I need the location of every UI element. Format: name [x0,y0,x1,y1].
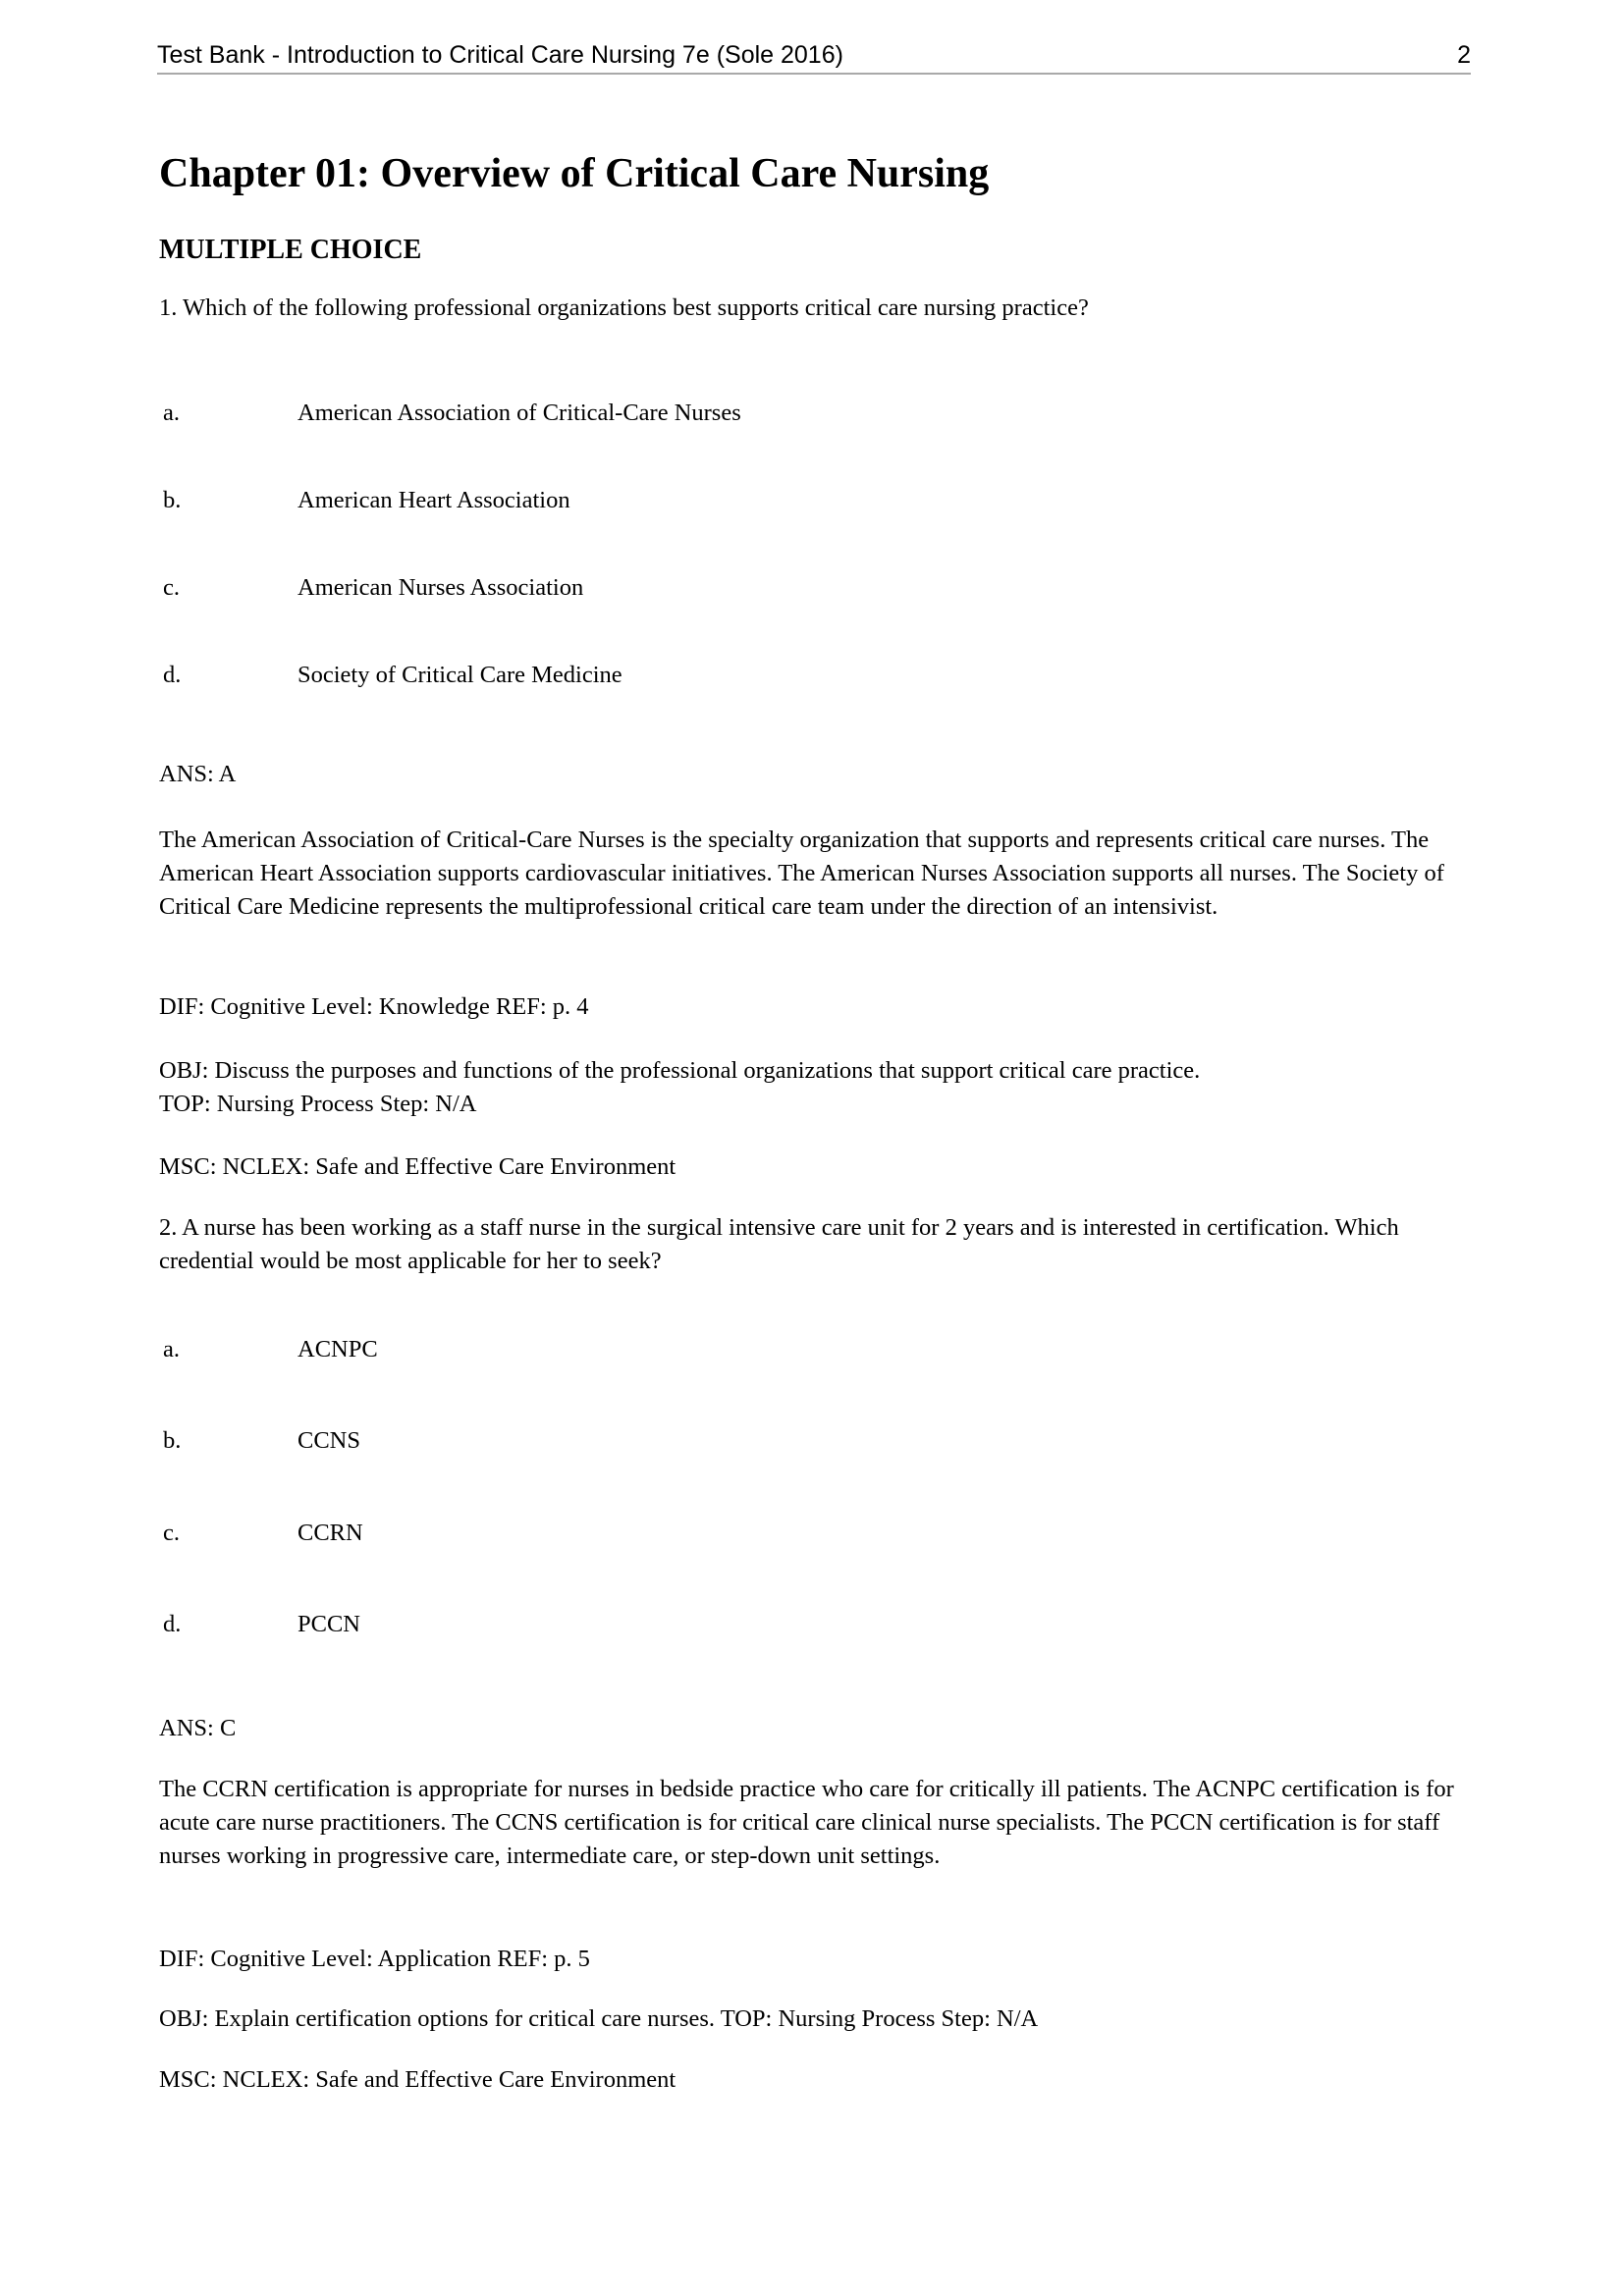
option-letter: d. [163,1611,182,1637]
option-letter: b. [163,1427,182,1454]
option-text: CCNS [298,1427,361,1454]
chapter-title: Chapter 01: Overview of Critical Care Nursing [159,151,990,196]
option-letter: a. [163,400,180,426]
option-text: Society of Critical Care Medicine [298,662,622,688]
question-text: 2. A nurse has been working as a staff nurse in the surgical intensive care unit for 2 years and is interested in certification. Which credential would be most applicable for her to seek? [159,1214,1399,1274]
option-letter: c. [163,574,180,601]
rationale: The CCRN certification is appropriate for nurses in bedside practice who care for critically ill patients. The ACNPC certification is for acute care nurse practitioners. The CCNS certification is for critical care clinical nurse specialists. The PCCN certification is for staff nurses working in progressive care, intermediate care, or step-down unit settings. [159,1776,1454,1869]
obj-line: OBJ: Explain certification options for critical care nurses. TOP: Nursing Process Step: N/A [159,2005,1039,2032]
top-line: TOP: Nursing Process Step: N/A [159,1091,477,1117]
option-row [159,1517,1475,1550]
option-row [159,659,1475,692]
option-row [159,571,1475,605]
question-text: 1. Which of the following professional organizations best supports critical care nursing practice? [159,294,1089,321]
option-text: ACNPC [298,1336,378,1362]
option-text: CCRN [298,1520,363,1546]
page-number: 2 [1457,41,1471,69]
option-row [159,484,1475,517]
header-title: Test Bank - Introduction to Critical Care Nursing 7e (Sole 2016) [157,41,843,69]
option-letter: b. [163,487,182,513]
answer-line: ANS: C [159,1715,237,1741]
option-row [159,1608,1475,1641]
option-letter: d. [163,662,182,688]
page-header [157,39,1471,75]
obj-top-paragraph [159,1054,1471,1121]
option-row [159,1424,1475,1458]
option-text: PCCN [298,1611,361,1637]
option-row [159,397,1475,430]
option-row [159,1333,1475,1366]
rationale: The American Association of Critical-Care Nurses is the specialty organization that supports and represents critical care nurses. The American Heart Association supports cardiovascular initiatives. The American Nurses Association supports all nurses. The Society of Critical Care Medicine represents the multiprofessional critical care team under the direction of an intensivist. [159,827,1444,920]
option-letter: c. [163,1520,180,1546]
answer-line: ANS: A [159,761,237,787]
obj-line: OBJ: Discuss the purposes and functions of the professional organizations that support critical care practice. [159,1057,1201,1084]
option-letter: a. [163,1336,180,1362]
msc-line: MSC: NCLEX: Safe and Effective Care Environment [159,1153,676,1180]
dif-line: DIF: Cognitive Level: Knowledge REF: p. 4 [159,993,589,1020]
option-text: American Heart Association [298,487,570,513]
obj-top-paragraph [159,2002,1471,2036]
option-text: American Association of Critical-Care Nurses [298,400,741,426]
section-heading: MULTIPLE CHOICE [159,235,422,265]
dif-line: DIF: Cognitive Level: Application REF: p. 5 [159,1946,590,1972]
msc-line: MSC: NCLEX: Safe and Effective Care Environment [159,2066,676,2093]
option-text: American Nurses Association [298,574,584,601]
